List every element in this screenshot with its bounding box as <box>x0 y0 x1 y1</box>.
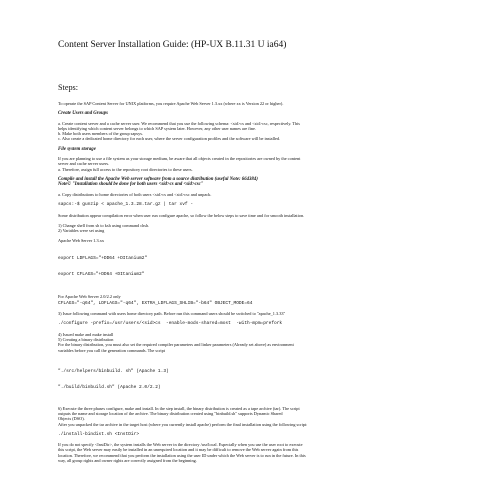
text-line: 6) Execute the three phases configure, make and install. In the step install, the binary distribution is created as a tape archive (tar). The script <box>58 405 300 411</box>
text-line: 5) Creating a binary distribution <box>58 337 114 343</box>
text-line: If you are planning to use a file system as your storage medium, be aware that all objects created in the repositories are owned by the content <box>58 156 301 162</box>
text-line: For the binary distribution, you must also set the required compiler parameters and linker parameters (Already set above) as environment <box>58 342 294 348</box>
final-paragraph <box>58 442 457 463</box>
text-line: Objects (DSO). <box>58 416 85 422</box>
section-heading-filesystem: File system storage <box>58 146 96 152</box>
code-line: "./src/helpers/binbuild. sh" (Apache 1.3) <box>58 368 169 374</box>
text-line: After you unpacked the tar archive in the target host (where you currently install apache) perform the final installation using the following script: <box>58 421 308 427</box>
list-item: 1) Change shell from sh to ksh using command chsh. <box>58 222 150 228</box>
section-heading-compile <box>58 177 457 188</box>
cflags-command: CFLAGS="-q64", LDFLAGS="-q64", EXTRA_LDFLAGS_SHLIB="-b64" OBJECT_MODE=64 <box>58 300 253 306</box>
binbuild-commands <box>58 358 457 401</box>
prep-list <box>58 223 457 233</box>
text-line: location. Therefore, we recommend that you perform the installation using the user ID under which the Web server is to run in the future. In this <box>58 452 306 458</box>
text-line: a. Therefore, assign full access to the repository root directories to these users. <box>58 166 193 172</box>
unpack-command: sapcs:-$ gunzip < apache_1.3.28.tar.gz | tar xvf - <box>58 202 194 208</box>
users-paragraph <box>58 121 457 142</box>
heading-line: Compile and install the Apache Web server software from a source distribution (useful Note: 664384) <box>58 176 258 182</box>
heading-line: Note© "Installation should be done for both users <sid>cs and <sid>csc" <box>58 182 204 188</box>
code-line: "./build/binbuild.sh" (Apache 2.0/2.2) <box>58 384 161 390</box>
code-line: export LDFLAGS="+DD64 +DItanium2" <box>58 256 148 262</box>
step6-paragraph <box>58 406 457 427</box>
text-line: outputs the name and storage location of the archive. The binary distribution created using "binbuild.sh" supports Dynamic Shared <box>58 411 283 417</box>
install-command: ./install-bindist.sh <InstDir> <box>58 431 140 437</box>
export-commands <box>58 245 457 288</box>
step3-paragraph: 3) Issue following command with users home directory path. Before run this command users should be switched to "apache_1.3.33" <box>58 311 286 317</box>
prep-paragraph: Some distribution appear compilation error when user run configure apache, so follow the below steps to save time and for smooth installation. <box>58 212 305 218</box>
configure-command: ./configure -prefix=/usr/users/<sid>cs -enable-mods-shared=most -with-mpm=prefork <box>58 321 283 327</box>
steps-heading: Steps: <box>58 83 79 92</box>
text-line: c. Also create a dedicated home directory for each user, where the server configuration profiles and the software will be installed. <box>58 136 281 142</box>
text-line: this script, the Web server may easily be installed in an unrequired location and it may be difficult to remove the Web server again from this <box>58 447 299 453</box>
list-item: 2) Variables were set using <box>58 228 105 234</box>
copy-paragraph: a. Copy distributions to home directories of both users <sid>cs and <sid>csc and unpack. <box>58 192 212 197</box>
text-line: a. Create content server and a cache server user. We recommend that you use the following schema: <sid>cs and <sid>csc, respectively. This <box>58 120 300 126</box>
step4-paragraph <box>58 332 457 353</box>
text-line: variables before you call the generation commands. The script <box>58 347 165 353</box>
document-title: Content Server Installation Guide: (HP-UX B.11.31 U ia64) <box>58 40 287 50</box>
intro-paragraph: To operate the SAP Content Server for UNIX platforms, you require Apache Web Server 1.3.xx (where xx is Version 22 or higher). <box>58 101 284 106</box>
apache20-label: For Apache Web Server 2.0/2.2 only <box>58 293 121 299</box>
text-line: helps identifying which content server belongs to which SAP system later. However, any other user names are fine. <box>58 126 256 131</box>
text-line: b. Make both users members of the group sapsys. <box>58 131 143 137</box>
text-line: 4) Issued make and make install <box>58 331 114 337</box>
filesystem-paragraph <box>58 156 457 172</box>
code-line: export CFLAGS="+DD64 +DItanium2" <box>58 272 145 278</box>
text-line: If you do not specify <InstDir>, the system installs the Web server in the directory /usr/local. Especially when you use the user root to execute <box>58 442 303 448</box>
apache13-label: Apache Web Server 1.3.xx <box>58 238 104 244</box>
text-line: way, all group rights and owner rights are correctly assigned from the beginning. <box>58 457 197 463</box>
section-heading-users: Create Users and Groups <box>58 111 108 117</box>
text-line: server and cache server users. <box>58 161 110 167</box>
